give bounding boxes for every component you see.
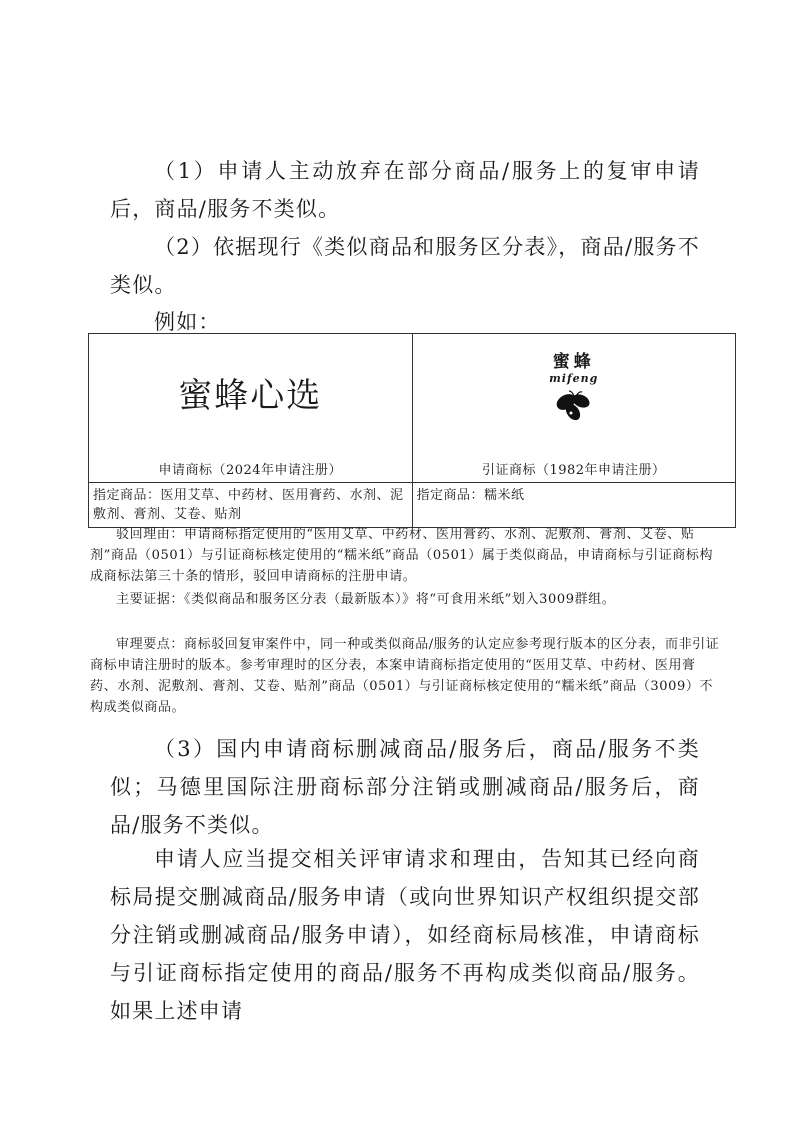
applicant-mark-text: 蜜蜂心选 <box>178 376 323 416</box>
cited-mark-logo <box>413 352 736 428</box>
example-table <box>88 333 736 528</box>
applicant-mark-caption: 申请商标（2024年申请注册） <box>158 463 343 478</box>
rejection-reason: 驳回理由：申请商标指定使用的“医用艾草、中药材、医用膏药、水剂、泥敷剂、膏剂、艾卷、贴剂”商品（0501）与引证商标核定使用的“糯米纸”商品（0501）属于类似商品，申请商标与引证商标构成商标法第三十条的情形，驳回申请商标的注册申请。 <box>90 527 714 584</box>
paragraph-3: （3）国内申请商标删减商品/服务后，商品/服务不类似；马德里国际注册商标部分注销或删减商品/服务后，商品/服务不类似。 <box>110 737 700 837</box>
applicant-mark-cell <box>89 334 413 483</box>
bee-icon <box>554 390 594 424</box>
example-label: 例如： <box>154 310 221 334</box>
paragraph-2: （2）依据现行《类似商品和服务区分表》，商品/服务不类似。 <box>110 235 700 297</box>
cited-mark-cn: 蜜蜂 <box>552 352 595 372</box>
paragraph-4: 申请人应当提交相关评审请求和理由，告知其已经向商标局提交删减商品/服务申请（或向世界知识产权组织提交部分注销或删减商品/服务申请），如经商标局核准，申请商标与引证商标指定使用的商品/服务不再构成类似商品/服务。如果上述申请 <box>110 847 700 1023</box>
review-key-points: 审理要点：商标驳回复审案件中，同一种或类似商品/服务的认定应参考现行版本的区分表，而非引证商标申请注册时的版本。参考审理时的区分表，本案申请商标指定使用的“医用艾草、中药材、医用膏药、水剂、泥敷剂、膏剂、艾卷、贴剂”商品（0501）与引证商标核定使用的“糯米纸”商品（3009）不构成类似商品。 <box>90 637 720 715</box>
paragraph-1: （1）申请人主动放弃在部分商品/服务上的复审申请后，商品/服务不类似。 <box>110 159 700 221</box>
main-evidence: 主要证据：《类似商品和服务区分表（最新版本）》将“可食用米纸”划入3009群组。 <box>116 592 616 607</box>
applicant-goods: 指定商品：医用艾草、中药材、医用膏药、水剂、泥敷剂、膏剂、艾卷、贴剂 <box>89 483 413 528</box>
cited-mark-caption: 引证商标（1982年申请注册） <box>481 463 666 478</box>
cited-goods: 指定商品：糯米纸 <box>412 483 736 528</box>
cited-mark-en: mifeng <box>549 372 599 385</box>
cited-mark-cell <box>412 334 736 483</box>
